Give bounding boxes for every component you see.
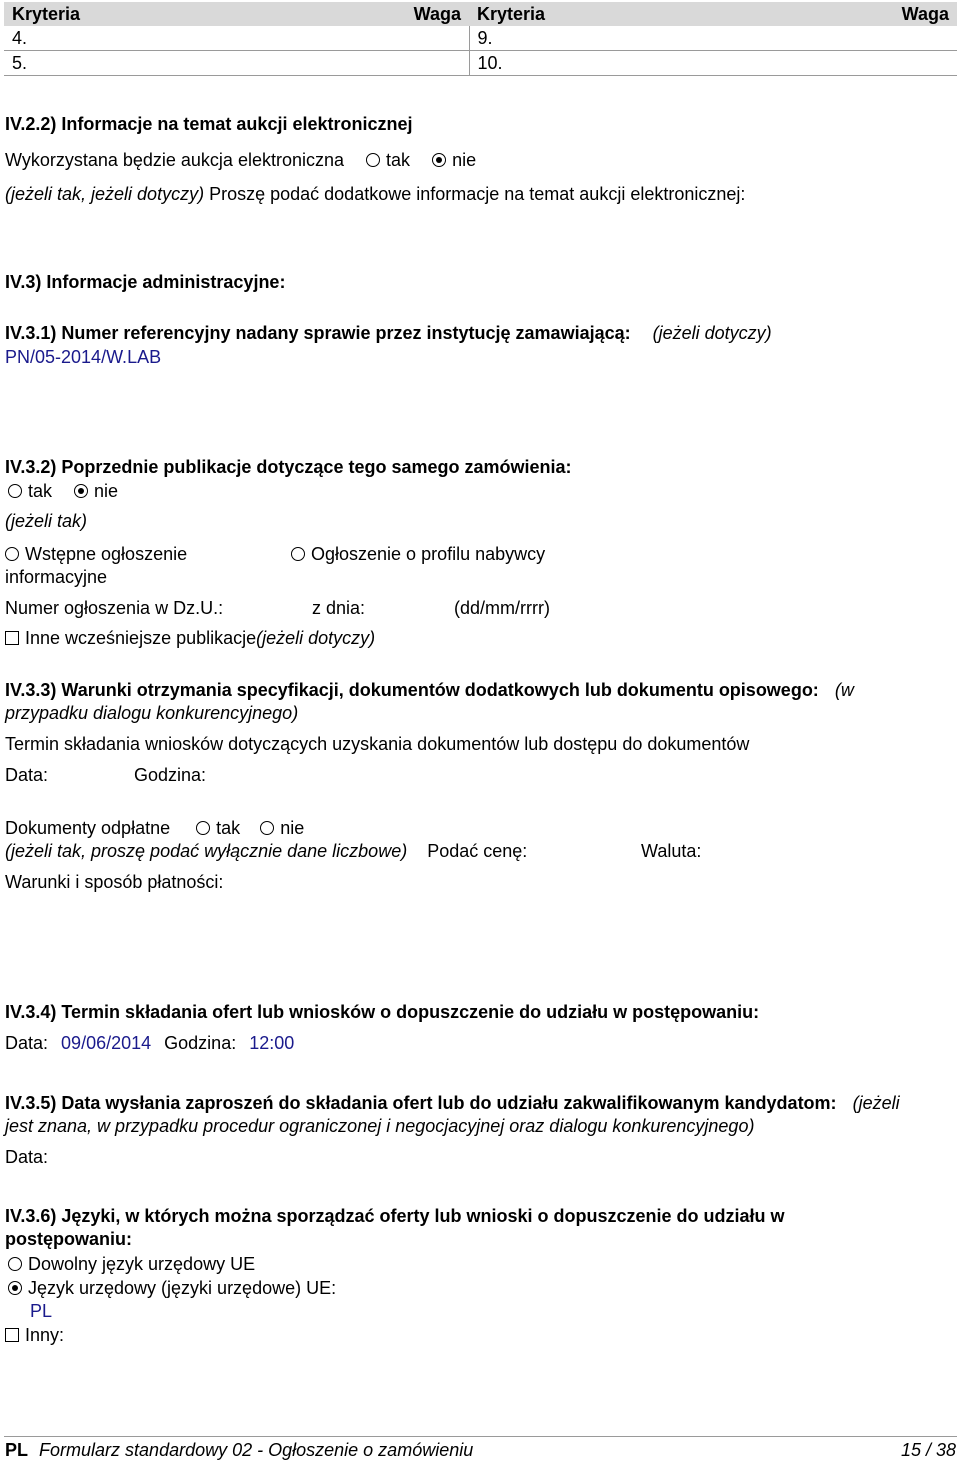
checkbox-icon[interactable] — [5, 631, 19, 645]
table-cell — [862, 51, 957, 76]
documents-time-label: Godzina: — [134, 765, 207, 785]
documents-date-label: Data: — [5, 765, 49, 785]
notice-number-label: Numer ogłoszenia w Dz.U.: — [5, 598, 224, 618]
official-language-option — [8, 1277, 336, 1299]
table-cell: 5. — [4, 51, 389, 76]
radio-checked-icon[interactable] — [8, 1281, 22, 1295]
radio-unchecked-icon[interactable] — [291, 547, 305, 561]
section-heading-iv-2-2: IV.2.2) Informacje na temat aukcji elektronicznej — [5, 114, 413, 134]
radio-unchecked-icon[interactable] — [260, 821, 274, 835]
any-language-label: Dowolny język urzędowy UE — [28, 1254, 256, 1274]
paid-documents-label: Dokumenty odpłatne — [5, 818, 171, 838]
reference-number-value: PN/05-2014/W.LAB — [5, 347, 162, 367]
section-heading-iv-3-6-cont: postępowaniu: — [5, 1229, 132, 1249]
table-cell — [389, 26, 469, 51]
radio-unchecked-icon[interactable] — [8, 1257, 22, 1271]
footer-page-number: 15 / 38 — [900, 1440, 956, 1460]
buyer-profile-label: Ogłoszenie o profilu nabywcy — [311, 544, 546, 564]
tender-deadline-row — [5, 1032, 294, 1054]
price-row — [5, 840, 527, 862]
table-cell: 10. — [469, 51, 862, 76]
invitation-heading-line — [5, 1092, 900, 1114]
tender-time-label: Godzina: — [164, 1033, 237, 1053]
auction-yes-label: tak — [386, 150, 411, 170]
table-header-row — [4, 2, 957, 26]
table-row — [4, 26, 957, 51]
section-heading-iv-3-2: IV.3.2) Poprzednie publikacje dotyczące tego samego zamówienia: — [5, 457, 572, 477]
auction-info — [5, 183, 745, 205]
table-header: Waga — [389, 2, 469, 26]
tender-date-value: 09/06/2014 — [61, 1033, 152, 1053]
table-header: Kryteria — [4, 2, 389, 26]
other-publications-label: Inne wcześniejsze publikacje — [25, 628, 257, 648]
specification-note-end: przypadku dialogu konkurencyjnego) — [5, 703, 299, 723]
table-cell: 9. — [469, 26, 862, 51]
any-language-option — [8, 1253, 255, 1275]
specification-heading-line — [5, 679, 854, 701]
radio-checked-icon[interactable] — [74, 484, 88, 498]
prior-info-notice-label-cont: informacyjne — [5, 567, 108, 587]
other-language-option — [5, 1324, 64, 1346]
paid-yes-label: tak — [216, 818, 241, 838]
section-heading-iv-3-5: IV.3.5) Data wysłania zaproszeń do składania ofert lub do udziału zakwalifikowanym kandydatom: — [5, 1093, 837, 1113]
currency-label: Waluta: — [641, 841, 702, 861]
checkbox-icon[interactable] — [5, 1328, 19, 1342]
invitation-date-label: Data: — [5, 1147, 49, 1167]
paid-no-label: nie — [280, 818, 305, 838]
other-publications-option — [5, 627, 375, 649]
table-cell: 4. — [4, 26, 389, 51]
paid-documents-row — [5, 817, 304, 839]
table-cell — [389, 51, 469, 76]
table-header: Waga — [862, 2, 957, 26]
footer-form-title: Formularz standardowy 02 - Ogłoszenie o zamówieniu — [39, 1440, 474, 1460]
auction-question — [5, 149, 476, 171]
reference-note: (jeżeli dotyczy) — [652, 323, 772, 343]
payment-terms-label: Warunki i sposób płatności: — [5, 872, 224, 892]
reference-number-heading-line — [5, 322, 772, 344]
section-heading-iv-3-3: IV.3.3) Warunki otrzymania specyfikacji, dokumentów dodatkowych lub dokumentu opisowego: — [5, 680, 819, 700]
tender-date-label: Data: — [5, 1033, 49, 1053]
auction-info-note: (jeżeli tak, jeżeli dotyczy) — [5, 184, 205, 204]
radio-unchecked-icon[interactable] — [196, 821, 210, 835]
invitation-note-end: jest znana, w przypadku procedur ograniczonej i negocjacyjnej oraz dialogu konkurencyjnego) — [5, 1116, 755, 1136]
prior-no-label: nie — [94, 481, 119, 501]
table-cell — [862, 26, 957, 51]
invitation-note-start: (jeżeli — [852, 1093, 900, 1113]
section-heading-iv-3-6: IV.3.6) Języki, w których można sporządzać oferty lub wnioski o dopuszczenie do udziału w — [5, 1206, 785, 1226]
tender-time-value: 12:00 — [249, 1033, 295, 1053]
auction-info-text: Proszę podać dodatkowe informacje na temat aukcji elektronicznej: — [209, 184, 746, 204]
price-note: (jeżeli tak, proszę podać wyłącznie dane liczbowe) — [5, 841, 408, 861]
specification-note-start: (w — [834, 680, 854, 700]
footer-language: PL — [5, 1440, 29, 1460]
notice-date-label: z dnia: — [312, 598, 366, 618]
section-heading-iv-3-4: IV.3.4) Termin składania ofert lub wniosków o dopuszczenie do udziału w postępowaniu: — [5, 1002, 760, 1022]
prior-info-notice-label: Wstępne ogłoszenie — [25, 544, 188, 564]
other-publications-note: (jeżeli dotyczy) — [256, 628, 376, 648]
auction-question-label: Wykorzystana będzie aukcja elektroniczna — [5, 150, 345, 170]
prior-info-notice-option — [5, 543, 187, 565]
price-label: Podać cenę: — [427, 841, 528, 861]
prior-yes-label: tak — [28, 481, 53, 501]
official-language-value: PL — [30, 1301, 53, 1321]
table-row — [4, 51, 957, 76]
section-heading-iv-3: IV.3) Informacje administracyjne: — [5, 272, 286, 292]
table-header: Kryteria — [469, 2, 862, 26]
footer-left — [5, 1439, 473, 1461]
buyer-profile-option — [291, 543, 545, 565]
date-format-hint: (dd/mm/rrrr) — [454, 598, 550, 618]
radio-unchecked-icon[interactable] — [366, 153, 380, 167]
auction-no-label: nie — [452, 150, 477, 170]
radio-checked-icon[interactable] — [432, 153, 446, 167]
official-language-label: Język urzędowy (języki urzędowe) UE: — [28, 1278, 337, 1298]
prior-if-yes-note: (jeżeli tak) — [5, 511, 88, 531]
other-language-label: Inny: — [25, 1325, 65, 1345]
radio-unchecked-icon[interactable] — [5, 547, 19, 561]
prior-publication-options — [8, 480, 118, 502]
footer-divider — [4, 1436, 957, 1437]
radio-unchecked-icon[interactable] — [8, 484, 22, 498]
documents-deadline-label: Termin składania wniosków dotyczących uzyskania dokumentów lub dostępu do dokumentów — [5, 734, 750, 754]
criteria-table — [4, 2, 957, 76]
section-heading-iv-3-1: IV.3.1) Numer referencyjny nadany sprawie przez instytucję zamawiającą: — [5, 323, 631, 343]
